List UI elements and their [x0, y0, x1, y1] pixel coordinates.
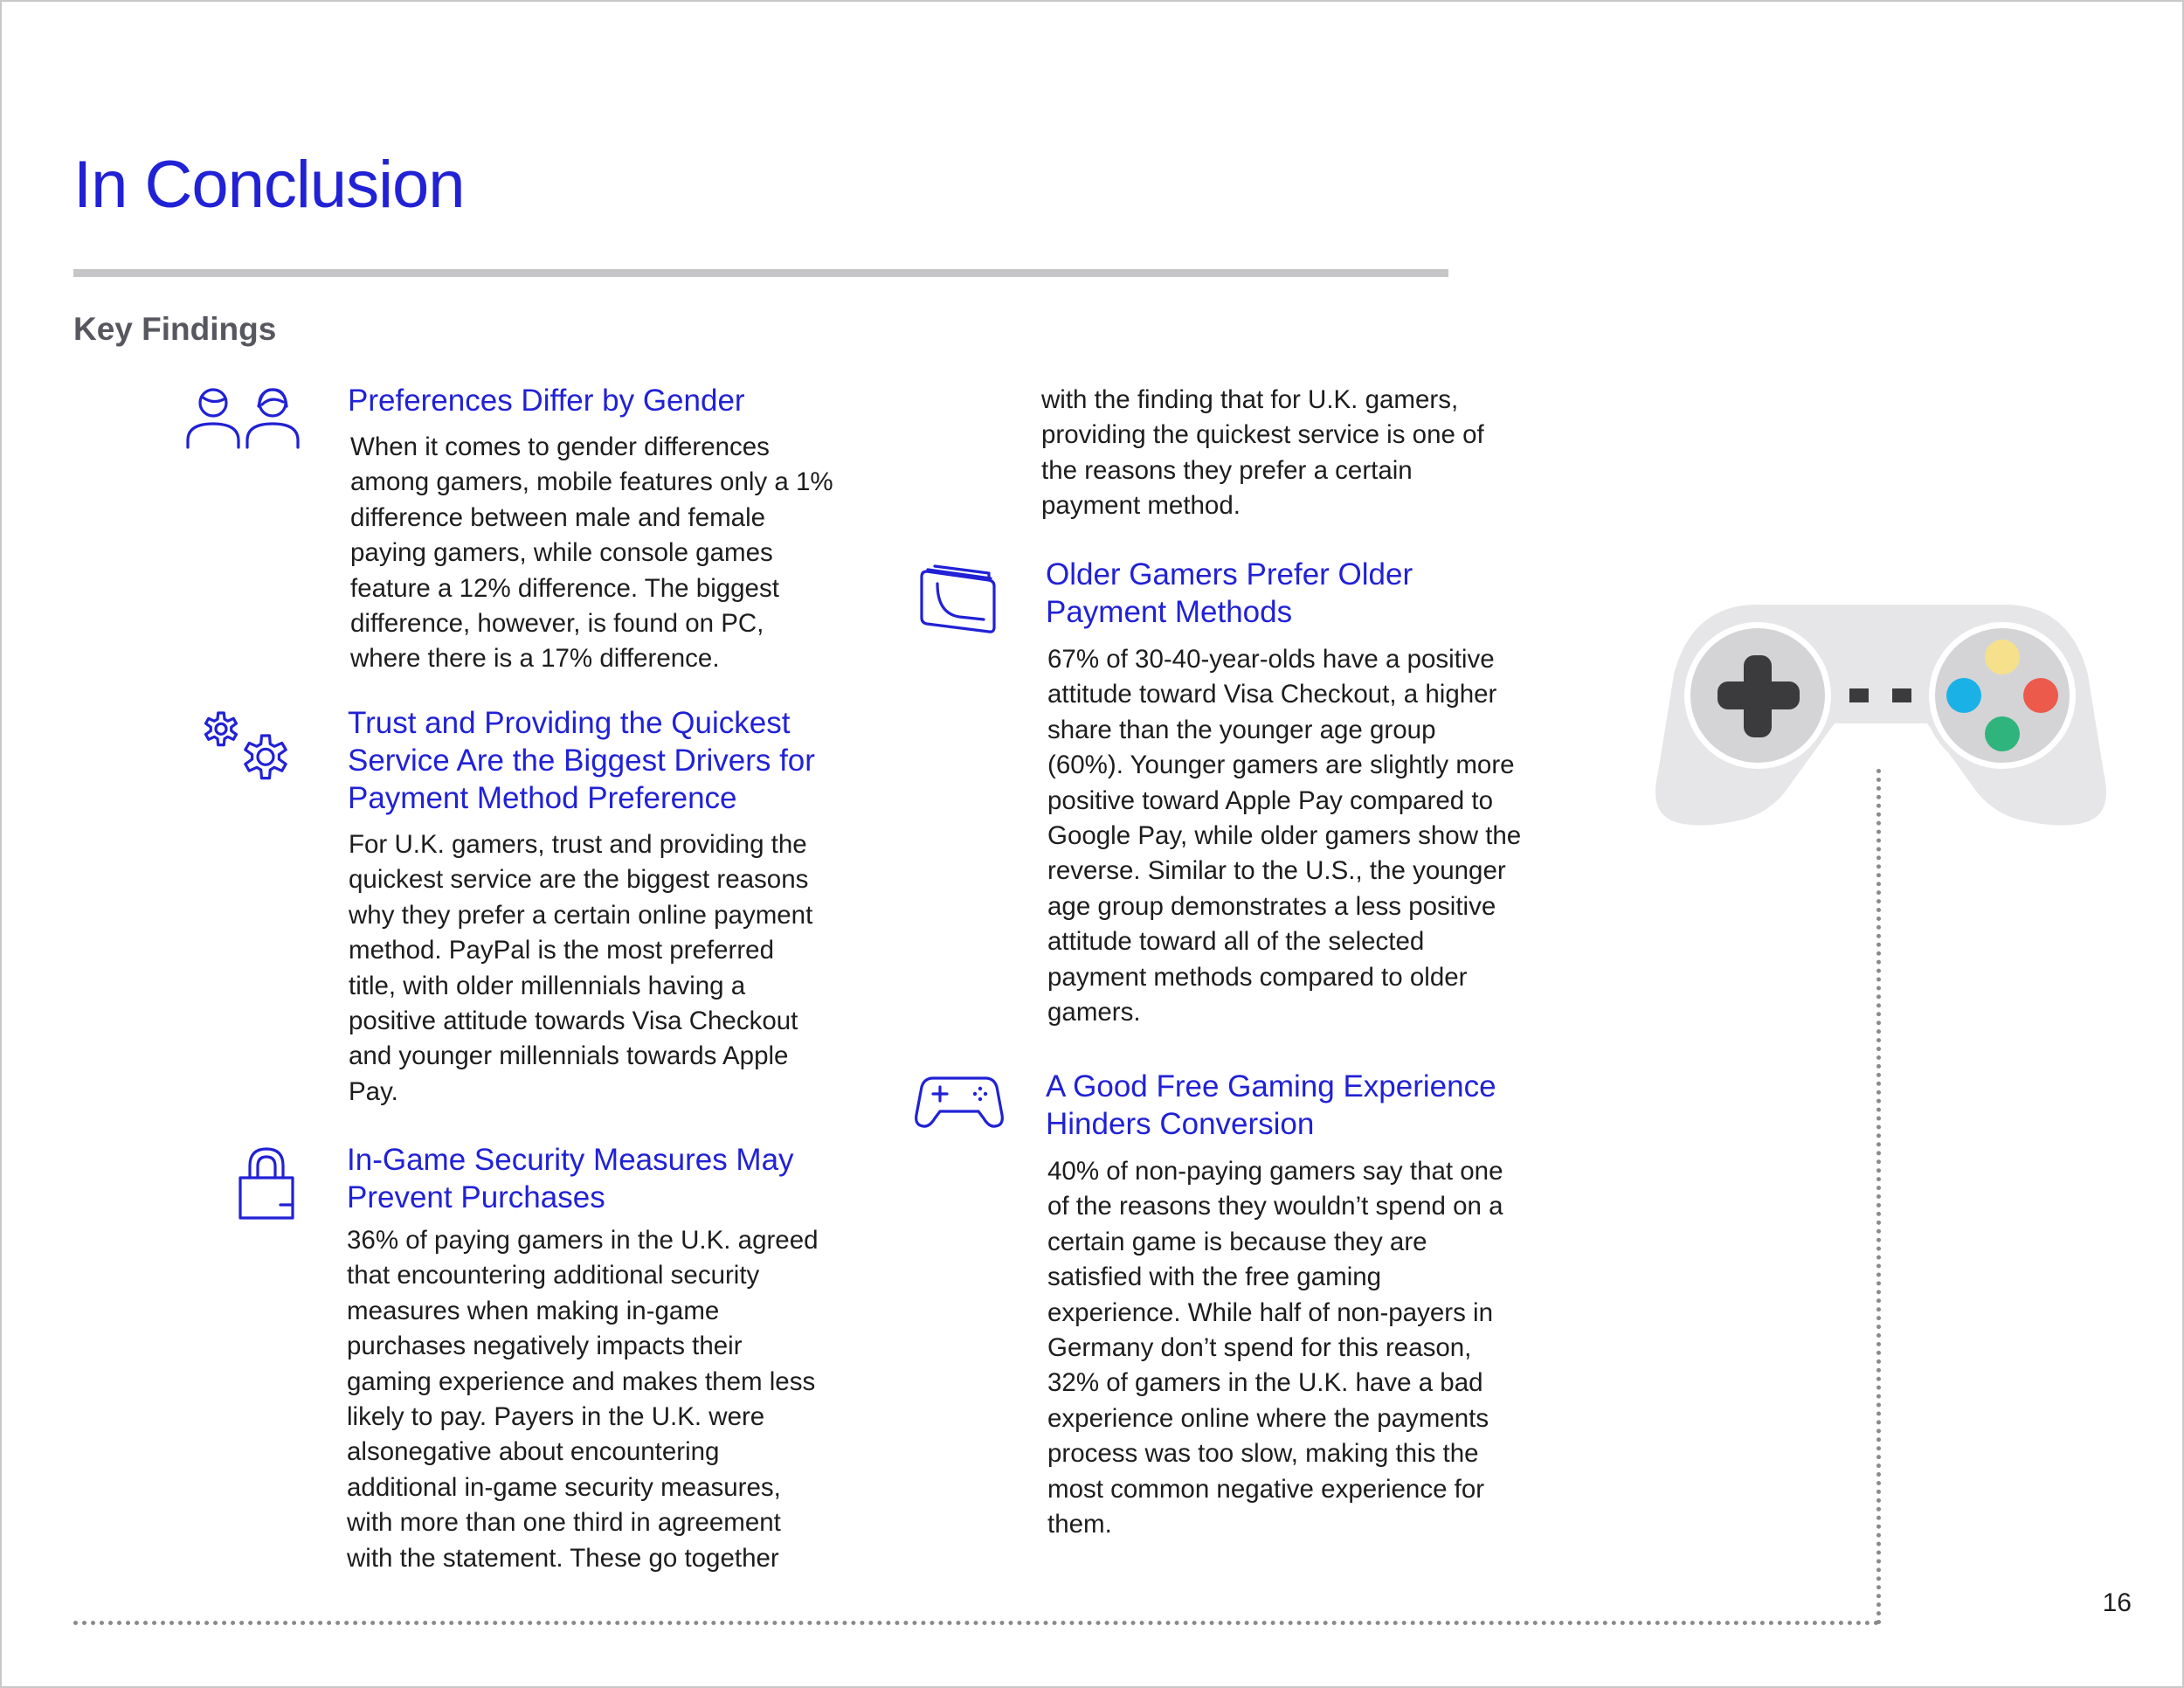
dotted-vertical-line	[1876, 769, 1881, 1625]
select-button	[1849, 688, 1869, 702]
heading-line: Preferences Differ by Gender	[348, 384, 745, 418]
people-gender-icon	[183, 384, 302, 451]
body-line: of the reasons they wouldn’t spend on a	[1047, 1192, 1503, 1221]
body-line: gaming experience and makes them less	[347, 1366, 816, 1396]
heading-line: A Good Free Gaming Experience	[1046, 1069, 1496, 1103]
wallet-icon	[917, 561, 998, 636]
heading-line: Prevent Purchases	[347, 1180, 605, 1214]
start-button	[1892, 688, 1911, 702]
body-line: attitude toward Visa Checkout, a higher	[1047, 680, 1497, 709]
dotted-horizontal-line	[73, 1621, 1880, 1625]
body-line: additional in-game security measures,	[347, 1472, 781, 1502]
body-line: likely to pay. Payers in the U.K. were	[347, 1402, 765, 1432]
body-line: 32% of gamers in the U.K. have a bad	[1047, 1368, 1483, 1398]
body-line: For U.K. gamers, trust and providing the	[349, 830, 807, 859]
body-line: positive toward Apple Pay compared to	[1047, 785, 1493, 815]
body-line: 67% of 30-40-year-olds have a positive	[1047, 645, 1495, 674]
body-line: among gamers, mobile features only a 1%	[350, 467, 833, 497]
title-divider	[73, 269, 1448, 277]
finding-heading	[1046, 556, 1413, 631]
body-line: (60%). Younger gamers are slightly more	[1047, 751, 1515, 780]
body-line: feature a 12% difference. The biggest	[350, 573, 779, 603]
body-line: payment methods compared to older	[1047, 962, 1468, 992]
body-line: title, with older millennials having a	[349, 971, 746, 1000]
heading-line: Payment Methods	[1046, 595, 1293, 629]
button-left	[1946, 678, 1981, 713]
body-line: process was too slow, making this the	[1047, 1439, 1479, 1469]
body-line: When it comes to gender differences	[350, 432, 770, 461]
button-bottom	[1985, 716, 2020, 751]
body-line: them.	[1047, 1510, 1112, 1539]
heading-line: Service Are the Biggest Drivers for	[348, 744, 815, 778]
body-line: satisfied with the free gaming	[1047, 1263, 1382, 1292]
gamepad-icon	[914, 1073, 1005, 1131]
page-title: In Conclusion	[73, 148, 465, 222]
heading-line: Trust and Providing the Quickest	[348, 706, 791, 740]
body-line: share than the younger age group	[1047, 715, 1436, 744]
section-label: Key Findings	[73, 311, 277, 347]
finding-body	[350, 430, 833, 677]
heading-line: Payment Method Preference	[348, 781, 737, 815]
button-top	[1985, 640, 2020, 675]
finding-body	[349, 827, 812, 1110]
finding-body	[1047, 1154, 1503, 1542]
gears-icon	[192, 709, 301, 797]
body-line: providing the quickest service is one of	[1041, 420, 1484, 450]
finding-heading	[1046, 1068, 1496, 1143]
game-controller-illustration	[1649, 601, 2112, 894]
finding-body	[347, 1223, 819, 1576]
body-line: payment method.	[1041, 491, 1241, 521]
body-line: 36% of paying gamers in the U.K. agreed	[347, 1226, 819, 1255]
body-line: method. PayPal is the most preferred	[349, 936, 774, 965]
heading-line: Older Gamers Prefer Older	[1046, 557, 1413, 591]
body-line: measures when making in-game	[347, 1296, 720, 1325]
button-right	[2023, 678, 2058, 713]
body-line: with more than one third in agreement	[347, 1508, 781, 1538]
page-number: 16	[2102, 1588, 2132, 1617]
body-line: why they prefer a certain online payment	[349, 900, 813, 930]
body-line: gamers.	[1047, 998, 1141, 1027]
body-line: Germany don’t spend for this reason,	[1047, 1333, 1472, 1363]
body-line: and younger millennials towards Apple	[349, 1041, 789, 1071]
body-line: attitude toward all of the selected	[1047, 927, 1425, 957]
finding-heading	[348, 382, 745, 419]
body-line: with the statement. These go together	[347, 1543, 779, 1573]
dpad-horizontal	[1717, 681, 1800, 709]
lock-icon	[234, 1145, 301, 1223]
body-line: difference, however, is found on PC,	[350, 609, 764, 639]
body-line: positive attitude towards Visa Checkout	[349, 1007, 798, 1036]
body-line: difference between male and female	[350, 502, 766, 532]
heading-line: In-Game Security Measures May	[347, 1143, 794, 1177]
body-line: most common negative experience for	[1047, 1474, 1485, 1504]
body-line: quickest service are the biggest reasons	[349, 865, 809, 895]
body-line: reverse. Similar to the U.S., the younger	[1047, 856, 1506, 886]
body-line: experience. While half of non-payers in	[1047, 1297, 1493, 1327]
body-line: the reasons they prefer a certain	[1041, 455, 1413, 485]
finding-body-continuation	[1041, 383, 1484, 524]
finding-body	[1047, 642, 1521, 1030]
body-line: that encountering additional security	[347, 1261, 760, 1290]
body-line: experience online where the payments	[1047, 1403, 1489, 1433]
finding-heading	[347, 1141, 794, 1216]
body-line: 40% of non-paying gamers say that one	[1047, 1157, 1503, 1186]
body-line: alsonegative about encountering	[347, 1437, 720, 1467]
body-line: paying gamers, while console games	[350, 538, 773, 568]
finding-heading	[348, 704, 815, 817]
body-line: Pay.	[349, 1076, 398, 1106]
heading-line: Hinders Conversion	[1046, 1107, 1315, 1141]
body-line: Google Pay, while older gamers show the	[1047, 821, 1522, 851]
body-line: purchases negatively impacts their	[347, 1332, 743, 1361]
body-line: certain game is because they are	[1047, 1227, 1427, 1256]
body-line: with the finding that for U.K. gamers,	[1041, 385, 1459, 414]
body-line: age group demonstrates a less positive	[1047, 891, 1496, 921]
body-line: where there is a 17% difference.	[350, 644, 720, 674]
